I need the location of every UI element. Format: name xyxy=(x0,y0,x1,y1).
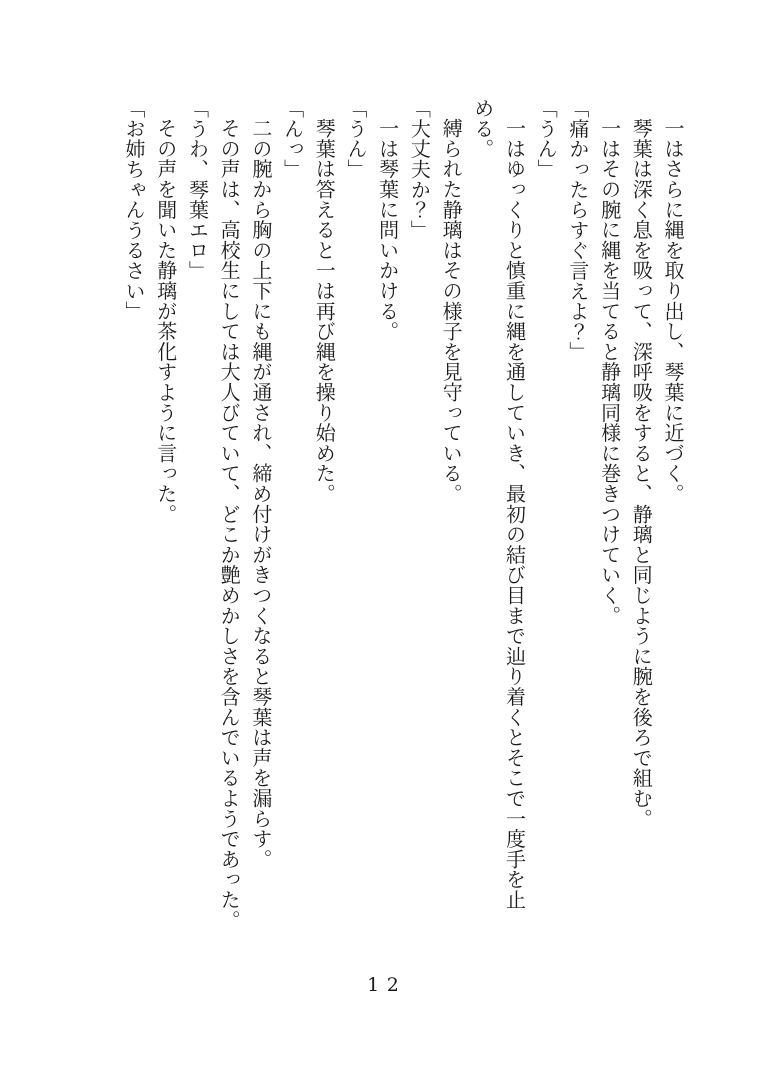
text-line: その声を聞いた静璃が茶化すように言った。 xyxy=(153,118,178,524)
text-line: める。 xyxy=(470,98,495,159)
text-line: 一はゆっくりと慎重に縄を通していき、最初の結び目まで辿り着くとそこで一度手を止 xyxy=(502,118,527,910)
text-line: 「大丈夫か？」 xyxy=(407,98,432,241)
text-line: 一はさらに縄を取り出し、琴葉に近づく。 xyxy=(661,118,685,504)
text-line: 琴葉は深く息を吸って、深呼吸をすると、静璃と同じように腕を後ろで組む。 xyxy=(629,118,654,829)
text-line: 琴葉は答えると一は再び縄を操り始めた。 xyxy=(312,118,337,504)
text-line: 「んっ」 xyxy=(280,98,305,180)
page-number: 12 xyxy=(367,974,407,996)
vertical-text-block xyxy=(117,98,688,930)
text-line: 一は琴葉に問いかける。 xyxy=(375,118,400,342)
text-line: 「うん」 xyxy=(343,98,368,180)
text-line: その声は、高校生にしては大人びていて、どこか艶めかしさを含んでいるようであった。 xyxy=(217,118,242,930)
text-line: 「うわ、琴葉エロ」 xyxy=(185,98,210,281)
text-line: 一はその腕に縄を当てると静璃同様に巻きつけていく。 xyxy=(597,118,622,626)
text-line: 「痛かったらすぐ言えよ？」 xyxy=(565,98,590,362)
text-line: 「お姉ちゃんうるさい」 xyxy=(122,98,147,322)
text-line: 二の腕から胸の上下にも縄が通され、締め付けがきつくなると琴葉は声を漏らす。 xyxy=(248,118,273,870)
text-line: 縛られた静璃はその様子を見守っている。 xyxy=(439,118,464,504)
text-line: 「うん」 xyxy=(534,98,559,180)
